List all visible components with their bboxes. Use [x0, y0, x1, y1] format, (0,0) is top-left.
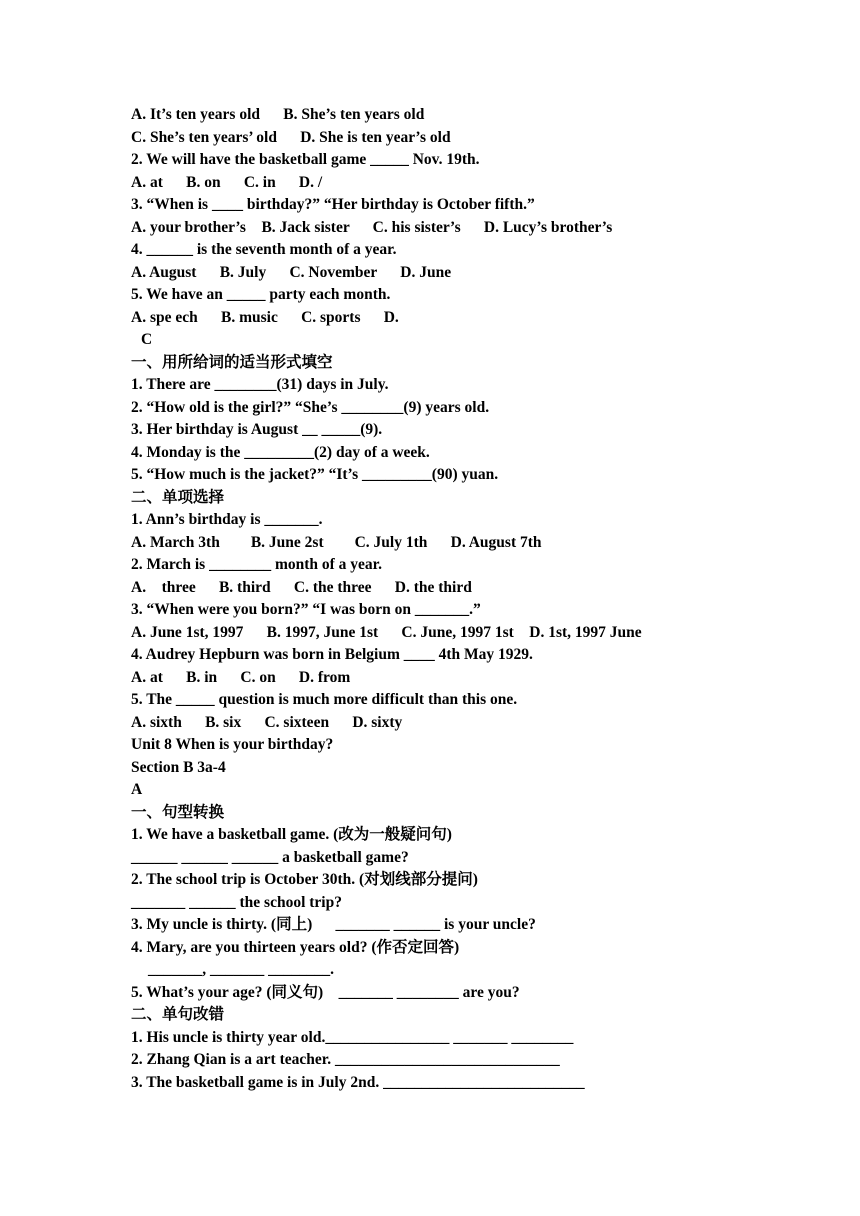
text-line: A — [131, 781, 143, 798]
text-line: 3. Her birthday is August __ _____(9). — [131, 421, 383, 438]
text-line: A. at B. on C. in D. / — [131, 173, 323, 191]
text-line: A. June 1st, 1997 B. 1997, June 1st C. June, 1997 1st D. 1st, 1997 June — [131, 623, 642, 641]
text-line: Section B 3a-4 — [131, 758, 226, 776]
text-line: A. August B. July C. November D. June — [131, 263, 452, 281]
text-line: 4. Mary, are you thirteen years old? (作否定回答) — [131, 938, 460, 956]
text-line: 3. The basketball game is in July 2nd. __________________________ — [131, 1073, 585, 1091]
text-line: 一、用所给词的适当形式填空 — [131, 353, 333, 371]
text-line: 1. His uncle is thirty year old.________________ _______ ________ — [131, 1028, 574, 1046]
text-line: 1. There are ________(31) days in July. — [131, 376, 389, 393]
text-line: 1. Ann’s birthday is _______. — [131, 511, 323, 528]
text-line: 5. What’s your age? (同义句) _______ ________ are you? — [131, 983, 520, 1001]
text-line: A. your brother’s B. Jack sister C. his sister’s D. Lucy’s brother’s — [131, 218, 613, 236]
text-line: 2. “How old is the girl?” “She’s ________(9) years old. — [131, 398, 490, 416]
text-line: A. sixth B. six C. sixteen D. sixty — [131, 713, 403, 731]
text-line: 3. “When is ____ birthday?” “Her birthday is October fifth.” — [131, 196, 535, 213]
text-line: C — [141, 331, 153, 348]
text-line: 3. “When were you born?” “I was born on _______.” — [131, 601, 481, 618]
text-line: 2. We will have the basketball game _____ Nov. 19th. — [131, 151, 480, 168]
text-line: 4. Monday is the _________(2) day of a week. — [131, 443, 430, 461]
text-line: 4. ______ is the seventh month of a year. — [131, 241, 397, 258]
text-line: _______, _______ ________. — [148, 961, 334, 978]
text-line: A. It’s ten years old B. She’s ten years old — [131, 106, 425, 123]
text-line: 3. My uncle is thirty. (同上) _______ ______ is your uncle? — [131, 916, 536, 933]
text-line: A. spe ech B. music C. sports D. — [131, 308, 399, 326]
text-line: 二、单项选择 — [131, 488, 225, 506]
text-line: 一、句型转换 — [131, 803, 225, 821]
text-line: 4. Audrey Hepburn was born in Belgium ____ 4th May 1929. — [131, 646, 533, 663]
text-line: C. She’s ten years’ old D. She is ten year’s old — [131, 128, 451, 146]
text-line: 2. Zhang Qian is a art teacher. _____________________________ — [131, 1051, 560, 1068]
text-line: Unit 8 When is your birthday? — [131, 736, 334, 753]
text-line: _______ ______ the school trip? — [131, 893, 342, 911]
text-line: 2. The school trip is October 30th. (对划线部分提问) — [131, 871, 478, 888]
text-line: 5. The _____ question is much more difficult than this one. — [131, 691, 518, 708]
text-line: A. March 3th B. June 2st C. July 1th D. August 7th — [131, 533, 542, 551]
text-line: A. at B. in C. on D. from — [131, 668, 351, 686]
text-line: A. three B. third C. the three D. the third — [131, 578, 472, 596]
text-line: 1. We have a basketball game. (改为一般疑问句) — [131, 826, 452, 843]
text-line: 5. “How much is the jacket?” “It’s _________(90) yuan. — [131, 466, 499, 483]
worksheet-page — [131, 104, 831, 1094]
text-line: 2. March is ________ month of a year. — [131, 556, 383, 573]
text-line: ______ ______ ______ a basketball game? — [131, 848, 409, 866]
text-line: 5. We have an _____ party each month. — [131, 286, 391, 303]
text-line: 二、单句改错 — [131, 1006, 225, 1023]
